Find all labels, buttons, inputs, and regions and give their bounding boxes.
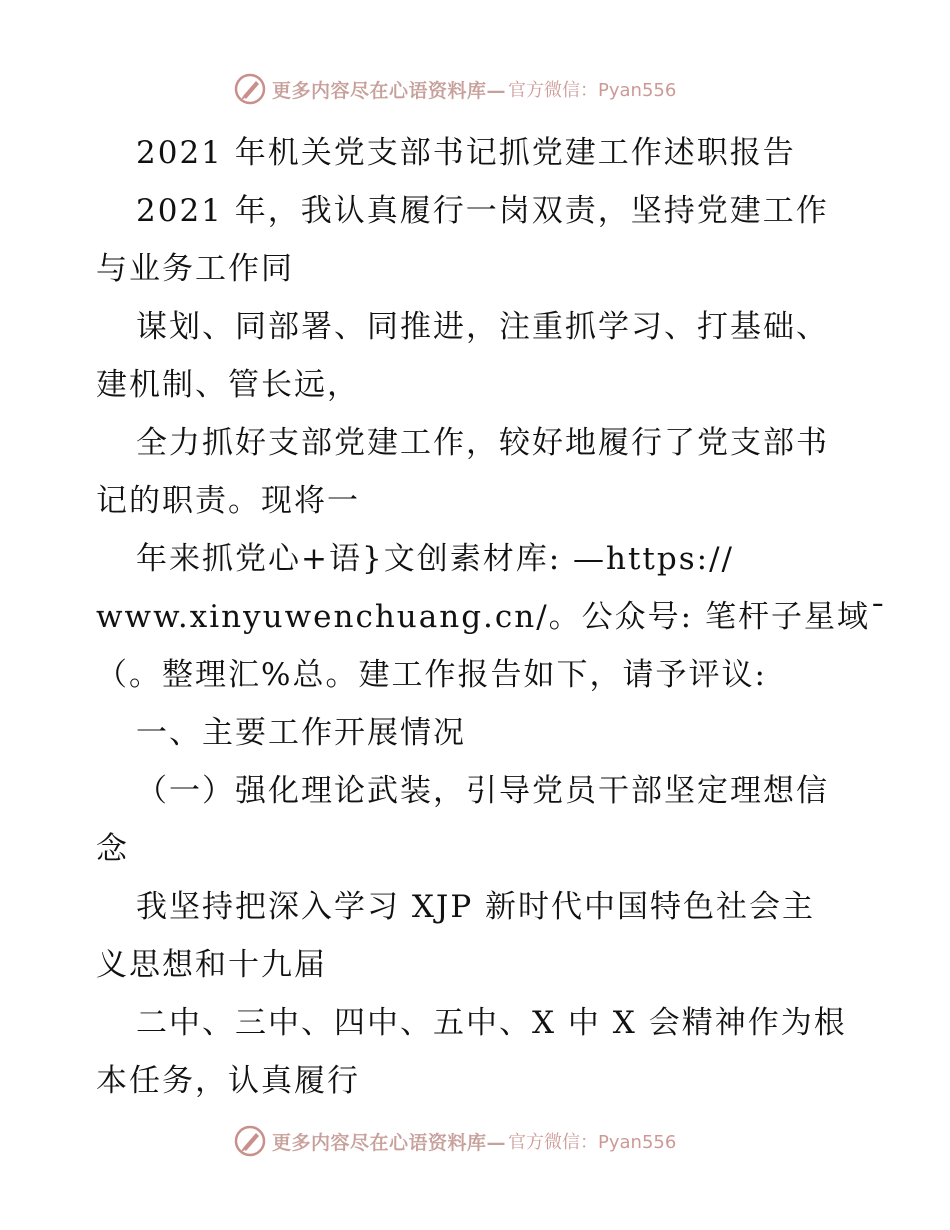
paragraph-line: 谋划、同部署、同推进，注重抓学习、打基础、: [136, 309, 829, 345]
paragraph-line: 建机制、管长远，: [96, 367, 360, 403]
document-title: 2021 年机关党支部书记抓党建工作述职报告: [136, 135, 796, 171]
document-body: [96, 124, 888, 1110]
paragraph-line: 与业务工作同: [96, 251, 294, 287]
watermark-site-text: 更多内容尽在心语资料库—: [272, 1131, 507, 1154]
pen-logo-icon: [234, 73, 266, 105]
subsection-heading-continued: 念: [96, 831, 129, 867]
paragraph-line: 年来抓党心+语}文创素材库: —https://: [136, 541, 734, 577]
watermark-wechat-text: 官方微信：Pyan556: [508, 80, 677, 101]
paragraph-line: 二中、三中、四中、五中、X 中 X 会精神作为根: [136, 1005, 847, 1041]
watermark-site-text: 更多内容尽在心语资料库—: [272, 79, 507, 102]
header-watermark: [234, 72, 676, 106]
pen-logo-icon: [234, 1125, 266, 1157]
watermark-wechat-text: 官方微信：Pyan556: [508, 1132, 677, 1153]
section-heading: 一、主要工作开展情况: [136, 715, 466, 751]
paragraph-line: （。整理汇%总。建工作报告如下，请予评议:: [96, 657, 767, 693]
paragraph-line: 我坚持把深入学习 XJP 新时代中国特色社会主: [136, 889, 816, 925]
paragraph-line: 2021 年，我认真履行一岗双责，坚持党建工作: [136, 193, 829, 229]
paragraph-line: 全力抓好支部党建工作，较好地履行了党支部书: [136, 425, 829, 461]
paragraph-line: 义思想和十九届: [96, 947, 327, 983]
paragraph-line-url: www.xinyuwenchuang.cn/。公众号: 笔杆子星域¯: [96, 599, 888, 635]
subsection-heading: （一）强化理论武装，引导党员干部坚定理想信: [136, 773, 829, 809]
paragraph-line: 记的职责。现将一: [96, 483, 360, 519]
paragraph-line: 本任务，认真履行: [96, 1063, 360, 1099]
footer-watermark: [234, 1124, 676, 1158]
